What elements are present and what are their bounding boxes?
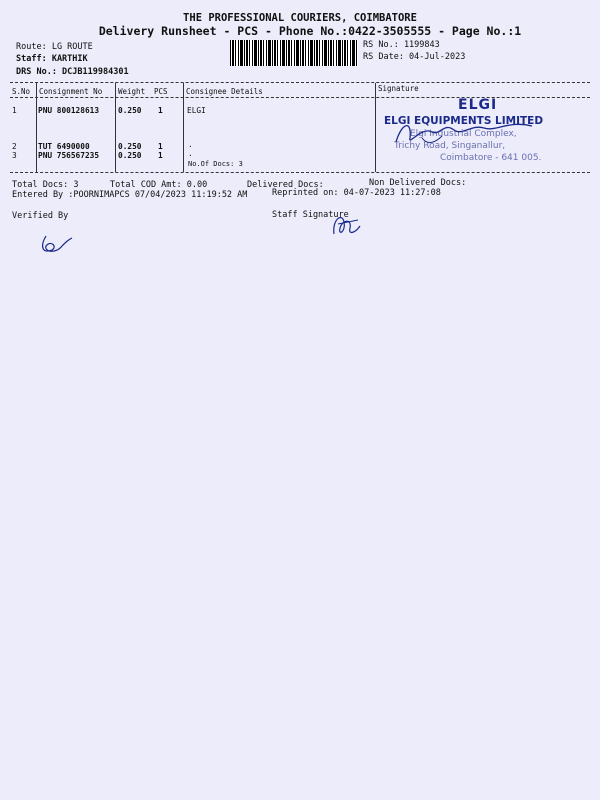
consignee-value: . xyxy=(188,149,193,158)
report-title: THE PROFESSIONAL COURIERS, COIMBATORE xyxy=(183,12,417,24)
pcs-value: 1 xyxy=(158,142,163,151)
non-delivered-docs: Non Delivered Docs: xyxy=(369,178,467,188)
route-label: Route: LG ROUTE xyxy=(16,42,93,52)
col-divider xyxy=(115,83,116,172)
no-of-docs: No.Of Docs: 3 xyxy=(188,160,243,168)
consignee-value: ELGI xyxy=(187,106,206,115)
total-cod-amount: Total COD Amt: 0.00 xyxy=(110,180,208,190)
barcode xyxy=(230,40,358,66)
stamp-address-line: Elgi Industrial Complex, xyxy=(410,129,517,139)
table-row: 1 xyxy=(12,106,17,115)
staff-label: Staff: KARTHIK xyxy=(16,54,88,64)
report-subtitle: Delivery Runsheet - PCS - Phone No.:0422-3505555 - Page No.:1 xyxy=(98,24,522,38)
stamp-address-line: Coimbatore - 641 005. xyxy=(440,153,542,163)
col-divider xyxy=(375,83,376,172)
weight-value: 0.250 xyxy=(118,106,142,115)
consignment-no: PNU 800128613 xyxy=(38,106,100,115)
col-header-pcs: PCS xyxy=(154,87,168,96)
col-header-consignee: Consignee Details xyxy=(186,87,263,96)
consignee-value: . xyxy=(188,140,193,149)
verifier-signature xyxy=(38,232,78,256)
delivered-docs: Delivered Docs: xyxy=(247,180,324,190)
table-row: 2 xyxy=(12,142,17,151)
stamp-address-line: Trichy Road, Singanallur, xyxy=(394,141,506,151)
rs-date: RS Date: 04-Jul-2023 xyxy=(363,52,466,62)
elgi-logo: ELGI xyxy=(458,97,498,113)
table-row: 3 xyxy=(12,151,17,160)
weight-value: 0.250 xyxy=(118,142,142,151)
reprinted-on: Reprinted on: 04-07-2023 11:27:08 xyxy=(272,188,441,198)
col-header-signature: Signature xyxy=(378,84,419,93)
table-bottom-rule xyxy=(10,172,590,173)
table-top-rule xyxy=(10,82,590,83)
rs-number: RS No.: 1199843 xyxy=(363,40,440,50)
verified-by-label: Verified By xyxy=(12,211,69,221)
receiver-signature xyxy=(392,112,542,152)
pcs-value: 1 xyxy=(158,151,163,160)
stamp-company-name: ELGI EQUIPMENTS LIMITED xyxy=(384,115,544,127)
col-header-weight: Weight xyxy=(118,87,146,96)
weight-value: 0.250 xyxy=(118,151,142,160)
col-header-sno: S.No xyxy=(12,87,31,96)
staff-signature-label: Staff Signature xyxy=(272,210,349,220)
total-docs: Total Docs: 3 xyxy=(12,180,79,190)
consignment-no: TUT 6490000 xyxy=(38,142,90,151)
col-divider xyxy=(36,83,37,172)
pcs-value: 1 xyxy=(158,106,163,115)
drs-number: DRS No.: DCJB119984301 xyxy=(16,67,129,77)
col-header-consignment: Consignment No xyxy=(39,87,103,96)
entered-by: Entered By :POORNIMAPCS 07/04/2023 11:19:52 AM xyxy=(12,190,248,200)
col-divider xyxy=(183,83,184,172)
consignment-no: PNU 756567235 xyxy=(38,151,100,160)
staff-signature xyxy=(328,210,364,240)
